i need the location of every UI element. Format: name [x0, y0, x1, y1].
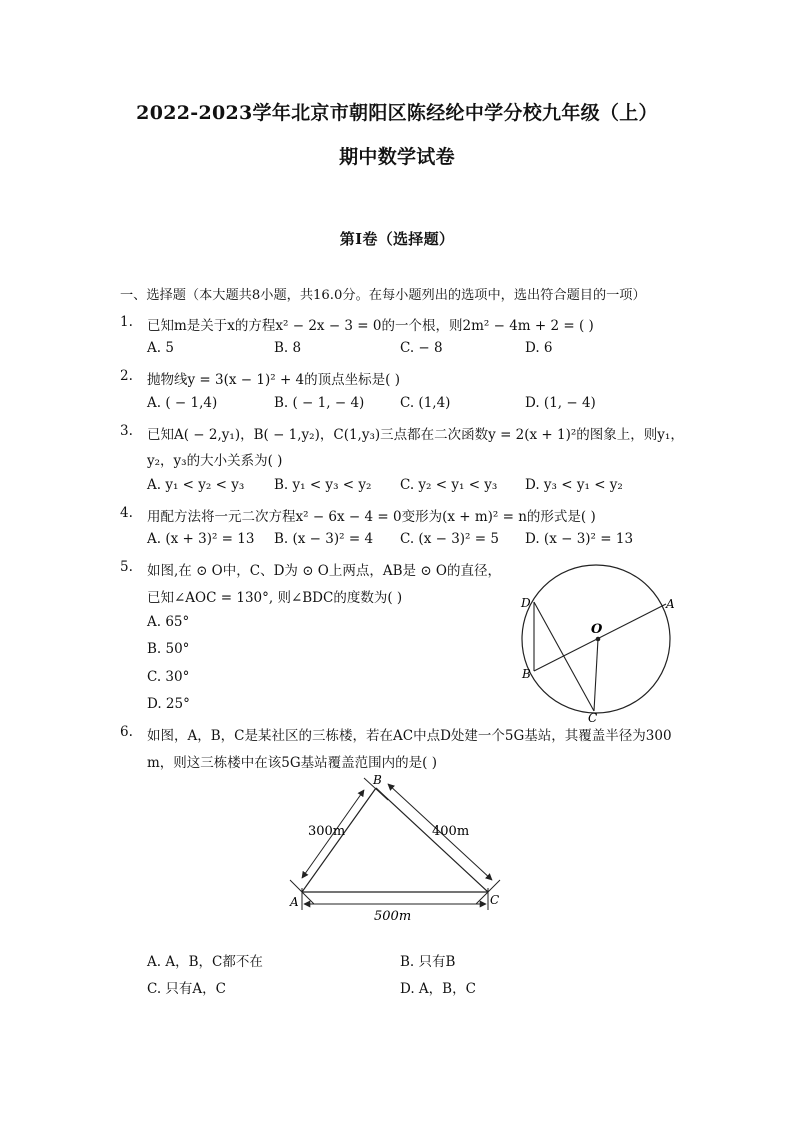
option-d: D. (1, − 4): [525, 395, 596, 411]
radius-oc: [594, 639, 598, 711]
question-text: 如图,在 ⊙ O中，C、D为 ⊙ O上两点，AB是 ⊙ O的直径，: [147, 563, 501, 579]
question-number: 4.: [120, 505, 133, 521]
side-ab: [302, 788, 376, 892]
volume-heading: 第I卷（选择题）: [339, 230, 455, 248]
question-number: 2.: [120, 368, 133, 384]
question-number: 3.: [120, 423, 133, 439]
option-a: A. 5: [147, 340, 174, 356]
option-c: C. 只有A，C: [147, 981, 227, 997]
dim-label-bc: 400m: [432, 824, 470, 839]
question-number: 6.: [120, 724, 133, 740]
option-a: A. y₁ < y₂ < y₃: [147, 477, 245, 493]
question-text-line2: 已知∠AOC = 130°, 则∠BDC的度数为( ): [147, 590, 403, 606]
option-a: A. 65°: [147, 614, 190, 630]
option-b: B. y₁ < y₃ < y₂: [274, 477, 372, 493]
question-text: 用配方法将一元二次方程x² − 6x − 4 = 0变形为(x + m)² = n的形式是( ): [147, 509, 596, 525]
question-text: 如图，A，B，C是某社区的三栋楼，若在AC中点D处建一个5G基站，其覆盖半径为300: [147, 728, 672, 744]
option-b: B. 50°: [147, 641, 190, 657]
triangle-diagram: [280, 770, 520, 930]
option-a: A. ( − 1,4): [147, 395, 218, 411]
question-text: 抛物线y = 3(x − 1)² + 4的顶点坐标是( ): [147, 372, 400, 388]
question-text: 已知m是关于x的方程x² − 2x − 3 = 0的一个根，则2m² − 4m + 2 = ( ): [147, 318, 594, 334]
label-a: A: [666, 597, 675, 611]
question-number: 1.: [120, 314, 133, 330]
exam-title: 2022-2023学年北京市朝阳区陈经纶中学分校九年级（上）: [136, 102, 658, 124]
option-d: D. y₃ < y₁ < y₂: [525, 477, 623, 493]
section-heading: 一、选择题（本大题共8小题，共16.0分。在每小题列出的选项中，选出符合题目的一项）: [120, 288, 646, 303]
center-point: [596, 637, 601, 642]
option-b: B. ( − 1, − 4): [274, 395, 365, 411]
option-c: C. (1,4): [400, 395, 451, 411]
option-d: D. 25°: [147, 696, 190, 712]
option-d: D. (x − 3)² = 13: [525, 531, 634, 547]
option-a: A. A，B，C都不在: [147, 954, 263, 970]
option-c: C. (x − 3)² = 5: [400, 531, 499, 547]
chord-dc: [534, 602, 594, 711]
option-a: A. (x + 3)² = 13: [147, 531, 255, 547]
option-d: D. 6: [525, 340, 553, 356]
option-d: D. A，B，C: [400, 981, 476, 997]
circle-diagram: [505, 560, 685, 725]
option-c: C. y₂ < y₁ < y₃: [400, 477, 498, 493]
option-c: C. − 8: [400, 340, 443, 356]
question-number: 5.: [120, 559, 133, 575]
label-a: A: [290, 895, 299, 909]
dim-label-ab: 300m: [308, 824, 346, 839]
dim-label-ac: 500m: [374, 909, 412, 924]
question-text-line2: m，则这三栋楼中在该5G基站覆盖范围内的是( ): [147, 755, 437, 771]
question-text: 已知A( − 2,y₁)，B( − 1,y₂)，C(1,y₃)三点都在二次函数y = 2(x + 1)²的图象上，则y₁，: [147, 427, 684, 443]
option-c: C. 30°: [147, 669, 190, 685]
option-b: B. 8: [274, 340, 302, 356]
question-text-line2: y₂，y₃的大小关系为( ): [147, 453, 283, 469]
option-b: B. 只有B: [400, 954, 456, 970]
label-b: B: [522, 667, 531, 681]
exam-subtitle: 期中数学试卷: [339, 146, 455, 168]
option-b: B. (x − 3)² = 4: [274, 531, 374, 547]
label-b: B: [373, 773, 382, 787]
label-c: C: [490, 893, 500, 907]
label-d: D: [521, 596, 531, 610]
label-o: O: [591, 622, 603, 637]
side-bc: [376, 788, 488, 892]
label-c: C: [588, 711, 598, 725]
